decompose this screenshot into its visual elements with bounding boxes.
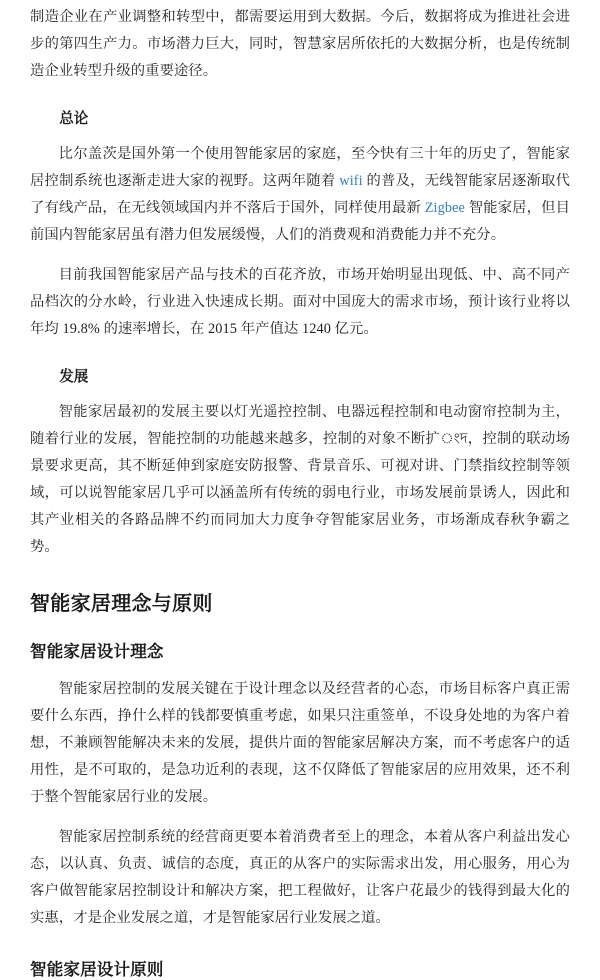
paragraph-development: 智能家居最初的发展主要以灯光遥控控制、电器远程控制和电动窗帘控制为主，随着行业的发展，智能控制的功能越来越多，控制的对象不断扩ংদ，控制的联动场景要求更高，其不断延伸到家庭安防报警、背景音乐、可视对讲、门禁指纹控制等领域，可以说智能家居几乎可以涵盖所有传统的弱电行业，市场发展前景诱人，因此和其产业相关的各路品牌不约而同加大力度争夺智能家居业务，市场渐成春秋争霸之势。 [30, 404, 570, 555]
heading-overview: 总论 [59, 111, 89, 127]
paragraph-operator-philosophy: 智能家居控制系统的经营商更要本着消费者至上的理念，本着从客户利益出发心态，以认真、负责、诚信的态度，真正的从客户的实际需求出发，用心服务，用心为客户做智能家居控制设计和解决方案，把工程做好，让客户花最少的钱得到最大化的实惠，才是企业发展之道，才是智能家居行业发展之道。 [30, 829, 570, 926]
text-run-b: 的普及，无线智能家居逐渐取代了有线产品，在无线领域国内并不落后于国外，同样使用最新 [30, 173, 570, 216]
heading-concept-and-principle: 智能家居理念与原则 [30, 593, 213, 615]
text-run-a: 比尔盖茨是国外第一个使用智能家居的家庭，至今快有三十年的历史了，智能家居控制系统也逐渐走进大家的视野。这两年随着 [30, 146, 570, 189]
value-year: 2015 [208, 321, 238, 337]
text-run-c: 智能家居，但目前国内智能家居虽有潜力但发展缓慢，人们的消费观和消费能力并不充分。 [30, 200, 571, 243]
heading-design-concept: 智能家居设计理念 [30, 643, 164, 661]
paragraph-history [30, 141, 570, 249]
heading-design-principle: 智能家居设计原则 [30, 961, 164, 979]
paragraph-design-concept: 智能家居控制的发展关键在于设计理念以及经营者的心态，市场目标客户真正需要什么东西，挣什么样的钱都要慎重考虑，如果只注重签单，不设身处地的为客户着想，不兼顾智能解决未来的发展，提供片面的智能家居解决方案，而不考虑客户的适用性，是不可取的，是急功近利的表现，这不仅降低了智能家居的应用效果，还不利于整个智能家居行业的发展。 [30, 681, 570, 805]
text-run-a: 目前我国智能家居产品与技术的百花齐放，市场开始明显出现低、中、高不同产品档次的分水岭，行业进入快速成长期。面对中国庞大的需求市场，预计该行业将以年均 [30, 267, 570, 337]
text-run-c: 年产值达 [237, 321, 302, 337]
text-run-b: 的速率增长，在 [99, 321, 209, 337]
paragraph-bigdata: 制造企业在产业调整和转型中，都需要运用到大数据。今后，数据将成为推进社会进步的第四生产力。市场潜力巨大，同时，智慧家居所依托的大数据分析，也是传统制造企业转型升级的重要途径。 [30, 9, 570, 79]
value-growth-rate: 19.8% [62, 321, 100, 337]
value-output: 1240 [301, 321, 331, 337]
link-zigbee[interactable]: Zigbee [424, 200, 465, 216]
link-wifi[interactable]: wifi [339, 173, 363, 189]
paragraph-market [30, 262, 570, 343]
heading-development: 发展 [59, 369, 89, 385]
text-run-d: 亿元。 [330, 321, 378, 337]
